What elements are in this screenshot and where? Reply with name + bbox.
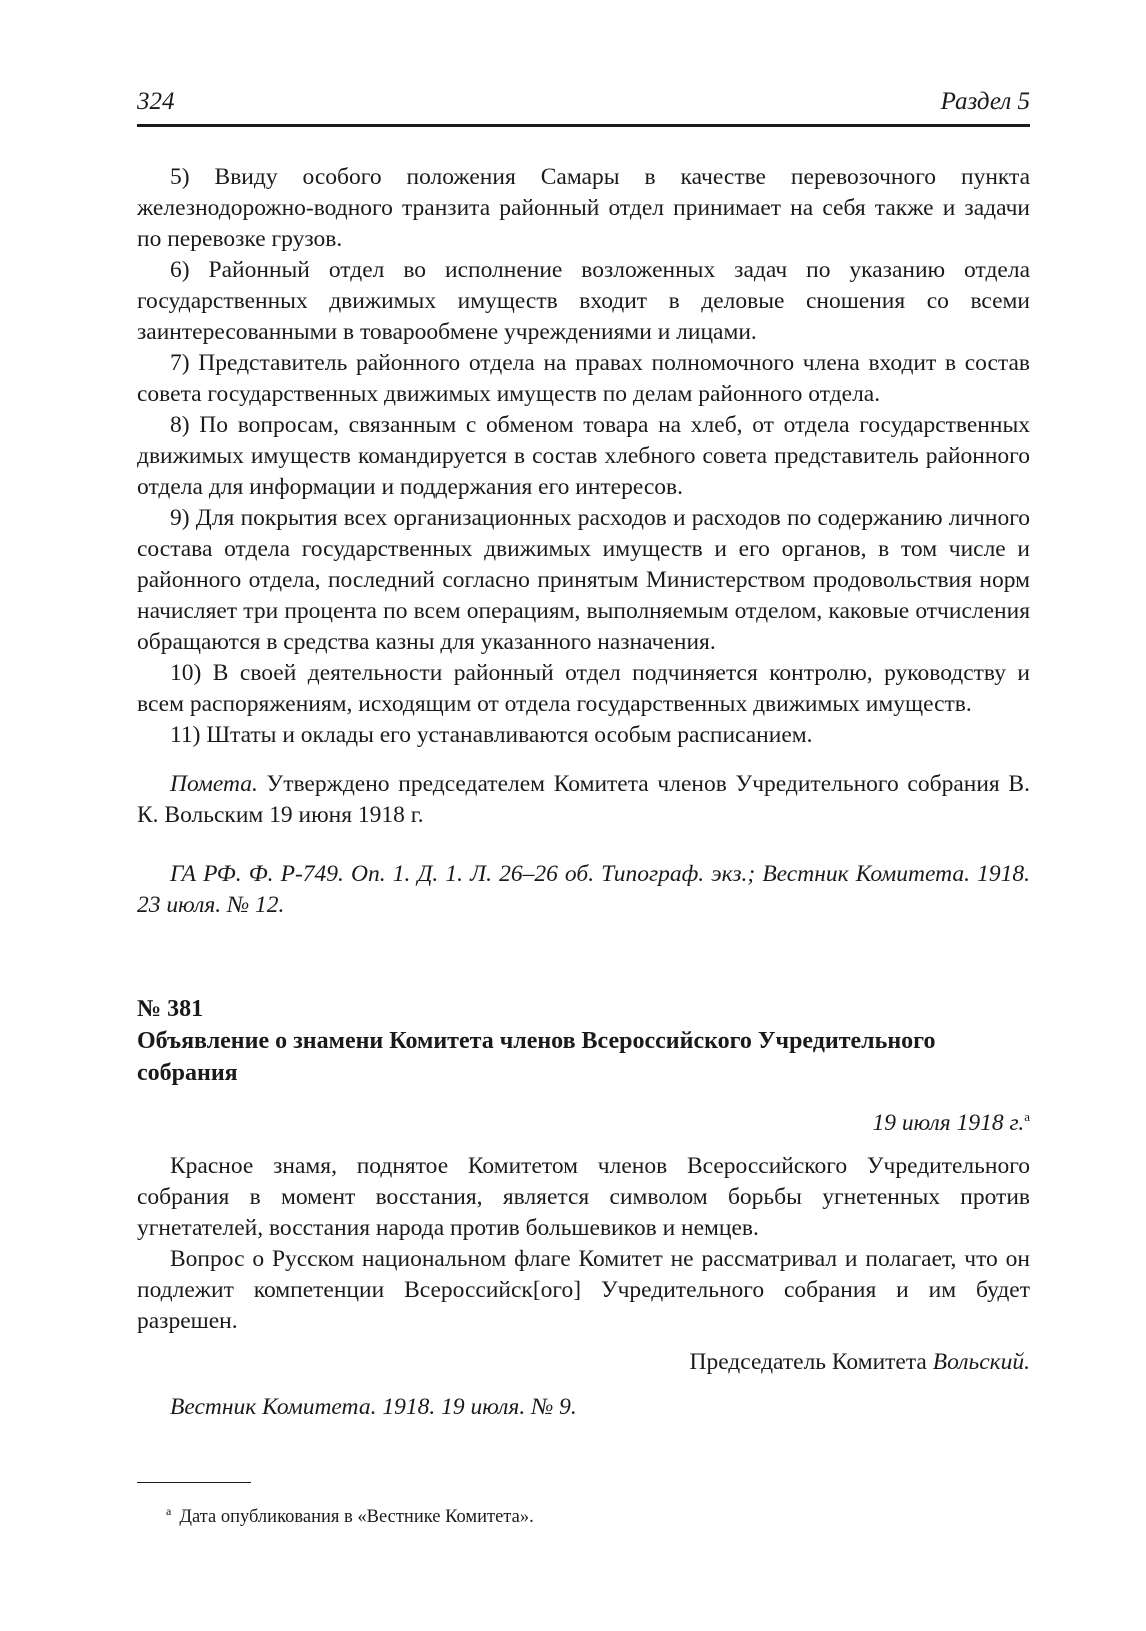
document-paragraph: Вопрос о Русском национальном флаге Комитет не рассматривал и полагает, что он подлежит компетенции Всероссийск[ого] Учредительного собрания и им будет разрешен.: [137, 1245, 1030, 1334]
date-footnote-mark: а: [1024, 1109, 1030, 1124]
document-source: Вестник Комитета. 1918. 19 июля. № 9.: [170, 1393, 577, 1420]
paragraph-8: 8) По вопросам, связанным с обменом товара на хлеб, от отдела государственных движимых имуществ командируется в состав хлебного совета представитель районного отдела для информации и поддержания его интересов.: [137, 412, 1030, 500]
paragraph-5: 5) Ввиду особого положения Самары в качестве перевозочного пункта железнодорожно-водного транзита районный отдел принимает на себя также и задачи по перевозке грузов.: [137, 164, 1030, 252]
page-body: [137, 162, 1030, 1423]
footnote-mark: а: [166, 1504, 172, 1518]
note: [137, 769, 1030, 831]
paragraph-11: 11) Штаты и оклады его устанавливаются особым расписанием.: [170, 722, 813, 748]
footnote: [166, 1499, 534, 1529]
page-number: 324: [137, 88, 175, 115]
page-header: [137, 88, 1030, 127]
signature-title: Председатель Комитета: [689, 1348, 933, 1375]
document-date: [137, 1101, 1030, 1139]
paragraph-7: 7) Представитель районного отдела на правах полномочного члена входит в состав совета государственных движимых имуществ по делам районного отдела.: [137, 350, 1030, 407]
signature: [137, 1347, 1030, 1378]
paragraph-6: 6) Районный отдел во исполнение возложенных задач по указанию отдела государственных движимых имуществ входит в деловые сношения со всеми заинтересованными в товарообмене учреждениями и лицами.: [137, 257, 1030, 345]
date-text: 19 июля 1918 г.: [872, 1109, 1025, 1136]
document-paragraph: Красное знамя, поднятое Комитетом членов Всероссийского Учредительного собрания в момент восстания, является символом борьбы угнетенных против угнетателей, восстания народа против большевиков и немцев.: [137, 1152, 1030, 1241]
document-number: № 381: [137, 996, 204, 1022]
paragraph-10: 10) В своей деятельности районный отдел подчиняется контролю, руководству и всем распоряжениям, исходящим от отдела государственных движимых имуществ.: [137, 660, 1030, 717]
archive-source: ГА РФ. Ф. Р-749. Оп. 1. Д. 1. Л. 26–26 об. Типограф. экз.; Вестник Комитета. 1918. 23 июля. № 12.: [137, 861, 1030, 918]
paragraph-9: 9) Для покрытия всех организационных расходов и расходов по содержанию личного состава отдела государственных движимых имуществ и его органов, в том числе и районного отдела, последний согласно принятым Министерством продовольствия норм начисляет три процента по всем операциям, выполняемым отделом, каковые отчисления обращаются в средства казны для указанного назначения.: [137, 505, 1030, 655]
section-title: Раздел 5: [940, 88, 1030, 115]
document-title: Объявление о знамени Комитета членов Всероссийского Учредительного собрания: [137, 1028, 936, 1086]
note-text: Утверждено председателем Комитета членов Учредительного собрания В. К. Вольским 19 июня 1918 г.: [137, 771, 1030, 828]
footnote-divider: [137, 1482, 251, 1483]
note-label: Помета.: [170, 771, 258, 797]
footnote-text: Дата опубликования в «Вестнике Комитета».: [179, 1507, 534, 1528]
signature-name: Вольский.: [932, 1348, 1030, 1375]
